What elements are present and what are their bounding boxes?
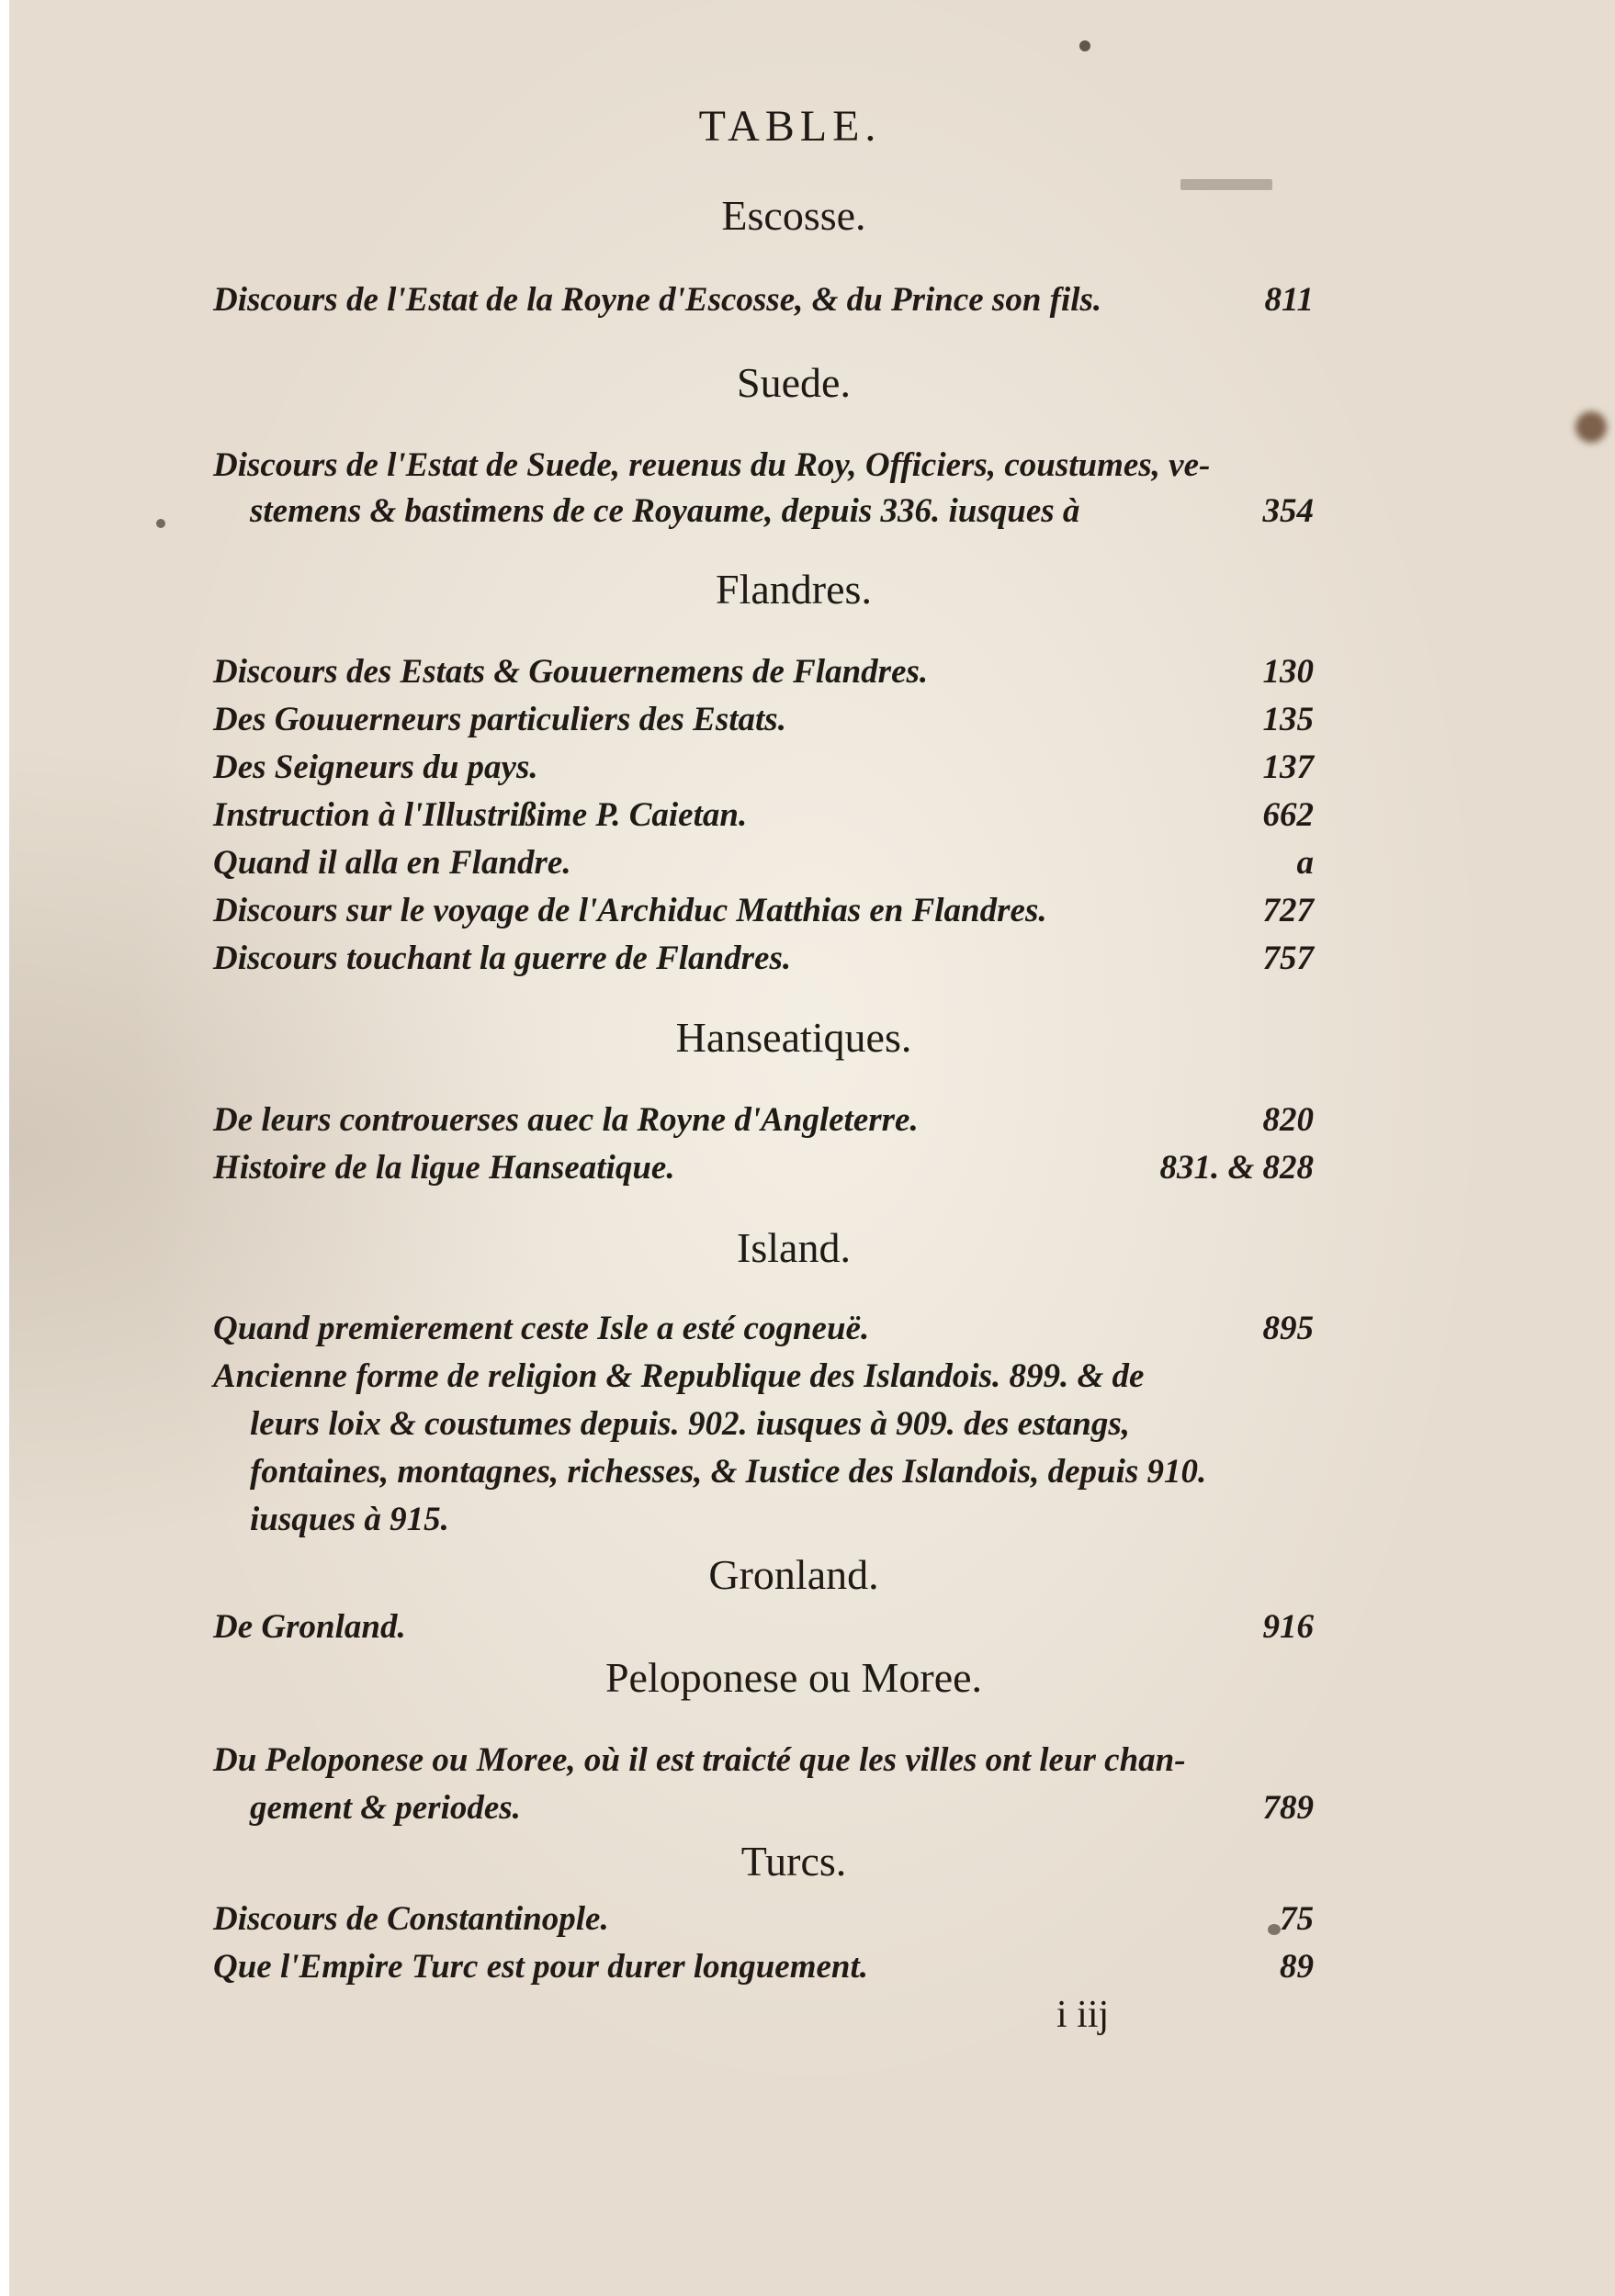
- entry-line: Ancienne forme de religion & Republique des Islandois. 899. & de: [213, 1357, 1145, 1395]
- section-heading-suede: Suede.: [737, 359, 851, 406]
- entry-line: gement & periodes.: [250, 1789, 521, 1827]
- entry-line: Instruction à l'Illustrißime P. Caietan.: [213, 796, 748, 834]
- entry-line: Discours touchant la guerre de Flandres.: [213, 940, 792, 977]
- entry-line: De leurs controuerses auec la Royne d'Angleterre.: [213, 1101, 919, 1139]
- section-heading-hanseatiques: Hanseatiques.: [675, 1014, 912, 1061]
- stain-mark: [1575, 411, 1607, 443]
- section-heading-turcs: Turcs.: [740, 1838, 847, 1885]
- entry-page-number: a: [1296, 844, 1314, 882]
- entry-line: Histoire de la ligue Hanseatique.: [213, 1149, 675, 1187]
- entry-line: stemens & bastimens de ce Royaume, depuis 336. iusques à: [250, 492, 1080, 530]
- entry-page-number: 89: [1280, 1948, 1314, 1986]
- entry-page-number: 811: [1264, 281, 1314, 319]
- entry-page-number: 820: [1262, 1101, 1314, 1139]
- section-heading-gronland: Gronland.: [708, 1551, 879, 1598]
- entry-page-number: 75: [1280, 1900, 1314, 1938]
- entry-page-number: 137: [1262, 748, 1314, 786]
- entry-line: Discours sur le voyage de l'Archiduc Matthias en Flandres.: [213, 892, 1047, 929]
- entry-page-number: 916: [1262, 1608, 1314, 1646]
- ink-speck: [1079, 40, 1090, 51]
- entry-line: Discours de l'Estat de la Royne d'Escosse, & du Prince son fils.: [213, 281, 1102, 319]
- entry-line: Que l'Empire Turc est pour durer longuement.: [213, 1948, 869, 1986]
- entry-line: leurs loix & coustumes depuis. 902. iusques à 909. des estangs,: [250, 1405, 1131, 1443]
- entry-page-number: 135: [1262, 701, 1314, 738]
- entry-line: Quand premierement ceste Isle a esté cogneuë.: [213, 1310, 870, 1347]
- entry-line: iusques à 915.: [250, 1501, 449, 1538]
- section-heading-flandres: Flandres.: [716, 566, 872, 613]
- book-page: [9, 0, 1615, 2296]
- entry-page-number: 130: [1262, 653, 1314, 691]
- entry-line: fontaines, montagnes, richesses, & Iustice des Islandois, depuis 910.: [250, 1453, 1207, 1491]
- ink-speck: [156, 519, 165, 528]
- entry-line: Du Peloponese ou Moree, où il est traicté que les villes ont leur chan-: [213, 1741, 1186, 1779]
- entry-page-number: 831. & 828: [1159, 1149, 1314, 1187]
- entry-page-number: 727: [1262, 892, 1314, 929]
- entry-line: Des Seigneurs du pays.: [213, 748, 538, 786]
- signature-mark: i iij: [1056, 1994, 1110, 2036]
- entry-page-number: 354: [1262, 492, 1314, 530]
- entry-line: De Gronland.: [213, 1608, 406, 1646]
- section-heading-peloponese: Peloponese ou Moree.: [604, 1654, 983, 1701]
- entry-page-number: 895: [1262, 1310, 1314, 1347]
- entry-page-number: 662: [1262, 796, 1314, 834]
- entry-line: Des Gouuerneurs particuliers des Estats.: [213, 701, 786, 738]
- page-title: TABLE.: [698, 102, 882, 151]
- entry-page-number: 757: [1262, 940, 1314, 977]
- section-heading-island: Island.: [737, 1224, 851, 1271]
- entry-page-number: 789: [1262, 1789, 1314, 1827]
- entry-line: Quand il alla en Flandre.: [213, 844, 571, 882]
- smudge-mark: [1180, 179, 1272, 190]
- section-heading-escosse: Escosse.: [721, 192, 866, 239]
- entry-line: Discours des Estats & Gouuernemens de Flandres.: [213, 653, 929, 691]
- entry-line: Discours de l'Estat de Suede, reuenus du Roy, Officiers, coustumes, ve-: [213, 446, 1211, 484]
- entry-line: Discours de Constantinople.: [213, 1900, 609, 1938]
